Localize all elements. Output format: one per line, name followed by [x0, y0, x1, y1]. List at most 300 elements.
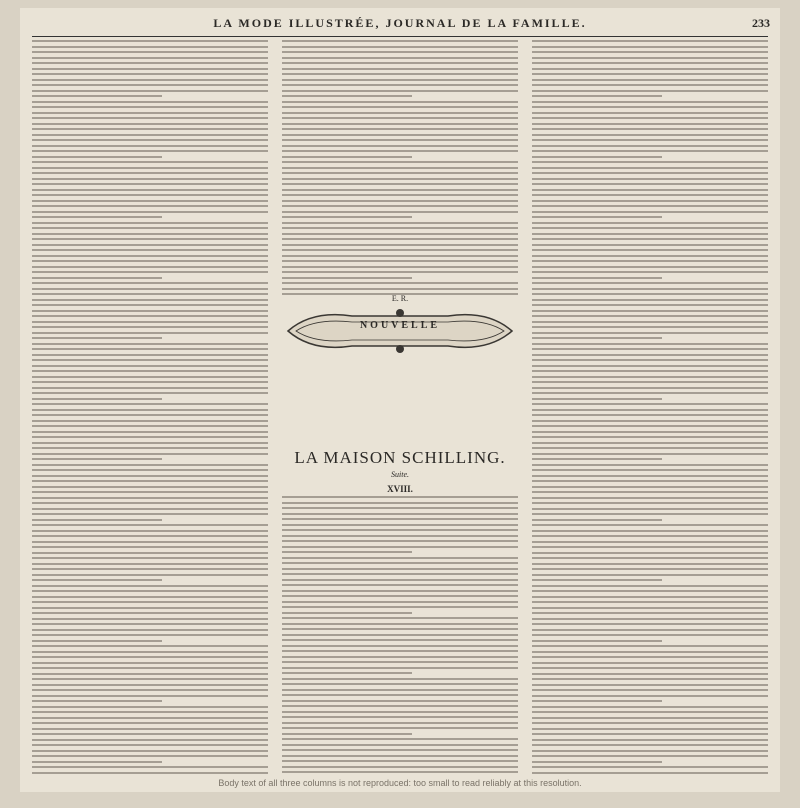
text-line-placeholder — [532, 145, 768, 147]
text-line-placeholder — [32, 200, 268, 202]
text-line-placeholder — [32, 513, 268, 515]
text-line-placeholder — [32, 469, 268, 471]
text-line-placeholder — [32, 216, 162, 218]
text-line-placeholder — [532, 387, 768, 389]
text-line-placeholder — [282, 656, 518, 658]
text-line-placeholder — [32, 464, 268, 466]
text-line-placeholder — [532, 238, 768, 240]
text-line-placeholder — [282, 73, 518, 75]
text-line-placeholder — [282, 612, 412, 614]
newspaper-page — [20, 8, 780, 792]
text-line-placeholder — [532, 304, 768, 306]
text-line-placeholder — [32, 744, 268, 746]
text-line-placeholder — [32, 376, 268, 378]
text-line-placeholder — [282, 233, 518, 235]
text-line-placeholder — [32, 508, 268, 510]
text-line-placeholder — [32, 524, 268, 526]
text-line-placeholder — [32, 392, 268, 394]
text-line-placeholder — [32, 717, 268, 719]
text-line-placeholder — [282, 57, 518, 59]
text-line-placeholder — [32, 667, 268, 669]
text-line-placeholder — [32, 172, 268, 174]
text-line-placeholder — [532, 348, 768, 350]
text-line-placeholder — [282, 161, 518, 163]
text-line-placeholder — [532, 150, 768, 152]
text-line-placeholder — [32, 656, 268, 658]
text-line-placeholder — [532, 216, 662, 218]
text-line-placeholder — [532, 161, 768, 163]
text-line-placeholder — [532, 315, 768, 317]
text-line-placeholder — [532, 689, 768, 691]
text-line-placeholder — [282, 282, 518, 284]
text-line-placeholder — [532, 579, 662, 581]
text-line-placeholder — [532, 68, 768, 70]
text-line-placeholder — [532, 513, 768, 515]
text-line-placeholder — [32, 618, 268, 620]
text-line-placeholder — [282, 623, 518, 625]
text-line-placeholder — [282, 766, 518, 768]
text-line-placeholder — [532, 310, 768, 312]
text-line-placeholder — [282, 255, 518, 257]
text-line-placeholder — [282, 518, 518, 520]
text-line-placeholder — [532, 585, 768, 587]
text-line-placeholder — [532, 222, 768, 224]
text-line-placeholder — [32, 194, 268, 196]
text-line-placeholder — [532, 475, 768, 477]
text-line-placeholder — [32, 662, 268, 664]
text-line-placeholder — [282, 579, 518, 581]
text-line-placeholder — [532, 178, 768, 180]
text-line-placeholder — [532, 607, 768, 609]
text-line-placeholder — [532, 57, 768, 59]
text-line-placeholder — [532, 568, 768, 570]
text-line-placeholder — [532, 618, 768, 620]
text-line-placeholder — [532, 414, 768, 416]
text-line-placeholder — [32, 607, 268, 609]
text-line-placeholder — [282, 227, 518, 229]
text-line-placeholder — [532, 596, 768, 598]
text-line-placeholder — [32, 348, 268, 350]
text-line-placeholder — [532, 728, 768, 730]
text-line-placeholder — [32, 491, 268, 493]
text-line-placeholder — [32, 117, 268, 119]
text-line-placeholder — [282, 51, 518, 53]
text-line-placeholder — [532, 662, 768, 664]
text-line-placeholder — [532, 321, 768, 323]
text-line-placeholder — [532, 255, 768, 257]
text-line-placeholder — [282, 244, 518, 246]
text-line-placeholder — [32, 222, 268, 224]
text-line-placeholder — [532, 772, 768, 774]
text-line-placeholder — [532, 277, 662, 279]
text-line-placeholder — [282, 156, 412, 158]
text-line-placeholder — [532, 722, 768, 724]
text-line-placeholder — [32, 189, 268, 191]
text-line-placeholder — [532, 684, 768, 686]
text-line-placeholder — [532, 733, 768, 735]
text-line-placeholder — [282, 667, 518, 669]
text-line-placeholder — [532, 172, 768, 174]
text-line-placeholder — [532, 678, 768, 680]
text-line-placeholder — [282, 584, 518, 586]
text-line-placeholder — [32, 722, 268, 724]
text-line-placeholder — [32, 156, 162, 158]
text-line-placeholder — [282, 211, 518, 213]
text-line-placeholder — [282, 678, 518, 680]
text-line-placeholder — [282, 62, 518, 64]
text-line-placeholder — [282, 200, 518, 202]
text-line-placeholder — [282, 683, 518, 685]
text-line-placeholder — [32, 46, 268, 48]
text-line-placeholder — [532, 337, 662, 339]
text-line-placeholder — [532, 84, 768, 86]
text-line-placeholder — [32, 431, 268, 433]
text-line-placeholder — [282, 183, 518, 185]
text-line-placeholder — [32, 370, 268, 372]
text-line-placeholder — [282, 617, 518, 619]
text-line-placeholder — [32, 530, 268, 532]
text-line-placeholder — [532, 46, 768, 48]
text-line-placeholder — [532, 139, 768, 141]
text-line-placeholder — [282, 101, 518, 103]
text-line-placeholder — [32, 167, 268, 169]
text-line-placeholder — [282, 606, 518, 608]
text-line-placeholder — [32, 546, 268, 548]
text-line-placeholder — [532, 271, 768, 273]
text-line-placeholder — [532, 332, 768, 334]
text-line-placeholder — [32, 634, 268, 636]
text-line-placeholder — [32, 332, 268, 334]
text-line-placeholder — [532, 739, 768, 741]
text-line-placeholder — [282, 694, 518, 696]
text-line-placeholder — [282, 551, 412, 553]
text-line-placeholder — [32, 123, 268, 125]
text-line-placeholder — [282, 755, 518, 757]
text-line-placeholder — [32, 414, 268, 416]
text-line-placeholder — [282, 90, 518, 92]
text-line-placeholder — [282, 771, 518, 773]
text-line-placeholder — [532, 546, 768, 548]
text-line-placeholder — [32, 233, 268, 235]
text-line-placeholder — [32, 733, 268, 735]
text-line-placeholder — [282, 645, 518, 647]
text-line-placeholder — [282, 496, 518, 498]
text-line-placeholder — [32, 101, 268, 103]
text-line-placeholder — [282, 628, 518, 630]
chapter-number: XVIII. — [387, 484, 413, 494]
text-line-placeholder — [32, 343, 268, 345]
text-line-placeholder — [532, 101, 768, 103]
text-line-placeholder — [32, 623, 268, 625]
text-line-placeholder — [32, 79, 268, 81]
text-line-placeholder — [282, 733, 412, 735]
column-three-unreadable-text — [532, 40, 768, 780]
text-line-placeholder — [282, 573, 518, 575]
text-line-placeholder — [32, 574, 268, 576]
text-line-placeholder — [532, 183, 768, 185]
text-line-placeholder — [532, 464, 768, 466]
text-line-placeholder — [532, 326, 768, 328]
text-line-placeholder — [282, 595, 518, 597]
text-line-placeholder — [32, 266, 268, 268]
text-line-placeholder — [532, 40, 768, 42]
text-line-placeholder — [532, 128, 768, 130]
text-line-placeholder — [532, 656, 768, 658]
text-line-placeholder — [32, 304, 268, 306]
text-line-placeholder — [32, 486, 268, 488]
text-line-placeholder — [282, 95, 412, 97]
text-line-placeholder — [32, 62, 268, 64]
text-line-placeholder — [32, 579, 162, 581]
text-line-placeholder — [532, 117, 768, 119]
text-line-placeholder — [32, 359, 268, 361]
text-line-placeholder — [532, 106, 768, 108]
text-line-placeholder — [532, 134, 768, 136]
text-line-placeholder — [282, 557, 518, 559]
text-line-placeholder — [32, 535, 268, 537]
text-line-placeholder — [282, 40, 518, 42]
text-line-placeholder — [32, 51, 268, 53]
text-line-placeholder — [282, 661, 518, 663]
text-line-placeholder — [532, 491, 768, 493]
text-line-placeholder — [32, 84, 268, 86]
text-line-placeholder — [532, 73, 768, 75]
text-line-placeholder — [532, 156, 662, 158]
text-line-placeholder — [282, 150, 518, 152]
text-line-placeholder — [32, 409, 268, 411]
text-line-placeholder — [282, 271, 518, 273]
text-line-placeholder — [532, 761, 662, 763]
text-line-placeholder — [282, 540, 518, 542]
text-line-placeholder — [532, 744, 768, 746]
page-number: 233 — [752, 16, 770, 30]
text-line-placeholder — [532, 601, 768, 603]
text-line-placeholder — [532, 249, 768, 251]
text-line-placeholder — [532, 640, 662, 642]
text-line-placeholder — [32, 277, 162, 279]
text-line-placeholder — [282, 167, 518, 169]
text-line-placeholder — [532, 112, 768, 114]
text-line-placeholder — [32, 728, 268, 730]
text-line-placeholder — [32, 68, 268, 70]
text-line-placeholder — [282, 134, 518, 136]
text-line-placeholder — [32, 293, 268, 295]
text-line-placeholder — [32, 447, 268, 449]
text-line-placeholder — [32, 337, 162, 339]
text-line-placeholder — [532, 524, 768, 526]
text-line-placeholder — [32, 563, 268, 565]
text-line-placeholder — [532, 79, 768, 81]
text-line-placeholder — [32, 387, 268, 389]
text-line-placeholder — [32, 211, 268, 213]
text-line-placeholder — [32, 145, 268, 147]
text-line-placeholder — [282, 760, 518, 762]
text-line-placeholder — [32, 403, 268, 405]
text-line-placeholder — [32, 134, 268, 136]
text-line-placeholder — [532, 123, 768, 125]
text-line-placeholder — [32, 711, 268, 713]
text-line-placeholder — [282, 535, 518, 537]
text-line-placeholder — [532, 90, 768, 92]
text-line-placeholder — [532, 541, 768, 543]
text-line-placeholder — [532, 530, 768, 532]
text-line-placeholder — [32, 57, 268, 59]
header-rule — [32, 36, 768, 37]
text-line-placeholder — [282, 749, 518, 751]
text-line-placeholder — [32, 629, 268, 631]
text-line-placeholder — [532, 623, 768, 625]
text-line-placeholder — [532, 370, 768, 372]
story-title: LA MAISON SCHILLING. — [294, 448, 506, 467]
text-line-placeholder — [532, 62, 768, 64]
text-line-placeholder — [532, 667, 768, 669]
text-line-placeholder — [32, 640, 162, 642]
text-line-placeholder — [32, 750, 268, 752]
text-line-placeholder — [532, 167, 768, 169]
text-line-placeholder — [532, 673, 768, 675]
text-line-placeholder — [32, 282, 268, 284]
text-line-placeholder — [532, 194, 768, 196]
text-line-placeholder — [32, 288, 268, 290]
text-line-placeholder — [32, 700, 162, 702]
journal-title: LA MODE ILLUSTRÉE, JOURNAL DE LA FAMILLE. — [213, 16, 587, 30]
text-line-placeholder — [32, 497, 268, 499]
text-line-placeholder — [282, 277, 412, 279]
text-line-placeholder — [532, 431, 768, 433]
text-line-placeholder — [282, 222, 518, 224]
text-line-placeholder — [532, 359, 768, 361]
text-line-placeholder — [282, 601, 518, 603]
text-line-placeholder — [282, 178, 518, 180]
text-line-placeholder — [282, 266, 518, 268]
text-line-placeholder — [32, 365, 268, 367]
section-label: NOUVELLE — [359, 320, 441, 331]
text-line-placeholder — [282, 128, 518, 130]
text-line-placeholder — [532, 651, 768, 653]
text-line-placeholder — [32, 645, 268, 647]
text-line-placeholder — [32, 568, 268, 570]
text-line-placeholder — [532, 376, 768, 378]
text-line-placeholder — [532, 750, 768, 752]
text-line-placeholder — [32, 458, 162, 460]
text-line-placeholder — [532, 442, 768, 444]
text-line-placeholder — [32, 40, 268, 42]
text-line-placeholder — [32, 260, 268, 262]
text-line-placeholder — [282, 568, 518, 570]
text-line-placeholder — [32, 755, 268, 757]
text-line-placeholder — [532, 700, 662, 702]
text-line-placeholder — [32, 552, 268, 554]
text-line-placeholder — [32, 321, 268, 323]
text-line-placeholder — [532, 392, 768, 394]
text-line-placeholder — [32, 684, 268, 686]
text-line-placeholder — [282, 189, 518, 191]
text-line-placeholder — [532, 497, 768, 499]
text-line-placeholder — [282, 524, 518, 526]
text-line-placeholder — [532, 508, 768, 510]
text-line-placeholder — [32, 90, 268, 92]
text-line-placeholder — [532, 612, 768, 614]
running-head — [20, 16, 780, 38]
text-line-placeholder — [282, 112, 518, 114]
text-line-placeholder — [532, 695, 768, 697]
text-line-placeholder — [32, 766, 268, 768]
text-line-placeholder — [32, 73, 268, 75]
text-line-placeholder — [282, 79, 518, 81]
text-line-placeholder — [532, 706, 768, 708]
text-line-placeholder — [32, 673, 268, 675]
text-line-placeholder — [532, 381, 768, 383]
text-line-placeholder — [32, 772, 268, 774]
text-line-placeholder — [532, 244, 768, 246]
text-line-placeholder — [32, 299, 268, 301]
text-line-placeholder — [532, 299, 768, 301]
text-line-placeholder — [282, 546, 518, 548]
text-line-placeholder — [282, 650, 518, 652]
text-line-placeholder — [32, 128, 268, 130]
text-line-placeholder — [532, 189, 768, 191]
text-line-placeholder — [532, 409, 768, 411]
text-line-placeholder — [532, 425, 768, 427]
text-line-placeholder — [532, 282, 768, 284]
text-line-placeholder — [532, 519, 662, 521]
text-line-placeholder — [32, 612, 268, 614]
text-line-placeholder — [32, 502, 268, 504]
text-line-placeholder — [282, 249, 518, 251]
text-line-placeholder — [32, 695, 268, 697]
text-line-placeholder — [532, 354, 768, 356]
text-line-placeholder — [32, 541, 268, 543]
text-line-placeholder — [282, 123, 518, 125]
text-line-placeholder — [282, 84, 518, 86]
text-line-placeholder — [32, 354, 268, 356]
text-line-placeholder — [32, 310, 268, 312]
text-line-placeholder — [32, 585, 268, 587]
text-line-placeholder — [282, 634, 518, 636]
text-line-placeholder — [282, 205, 518, 207]
text-line-placeholder — [32, 139, 268, 141]
omitted-text-note: Body text of all three columns is not reproduced: too small to read reliably at this resolution. — [218, 778, 582, 788]
text-line-placeholder — [282, 46, 518, 48]
column-one-unreadable-text — [32, 40, 268, 780]
text-line-placeholder — [282, 744, 518, 746]
text-line-placeholder — [282, 705, 518, 707]
text-line-placeholder — [32, 651, 268, 653]
text-line-placeholder — [32, 453, 268, 455]
text-line-placeholder — [282, 716, 518, 718]
text-line-placeholder — [32, 238, 268, 240]
text-line-placeholder — [532, 755, 768, 757]
text-line-placeholder — [282, 689, 518, 691]
section-banner — [282, 306, 518, 356]
text-line-placeholder — [532, 535, 768, 537]
text-line-placeholder — [282, 727, 518, 729]
text-line-placeholder — [532, 200, 768, 202]
text-line-placeholder — [32, 475, 268, 477]
text-line-placeholder — [532, 634, 768, 636]
text-line-placeholder — [532, 403, 768, 405]
text-line-placeholder — [32, 326, 268, 328]
text-line-placeholder — [32, 381, 268, 383]
text-line-placeholder — [32, 249, 268, 251]
column-two-unreadable-text — [282, 40, 518, 300]
text-line-placeholder — [32, 150, 268, 152]
text-line-placeholder — [532, 51, 768, 53]
text-line-placeholder — [32, 480, 268, 482]
text-line-placeholder — [32, 315, 268, 317]
text-line-placeholder — [32, 183, 268, 185]
text-line-placeholder — [532, 365, 768, 367]
